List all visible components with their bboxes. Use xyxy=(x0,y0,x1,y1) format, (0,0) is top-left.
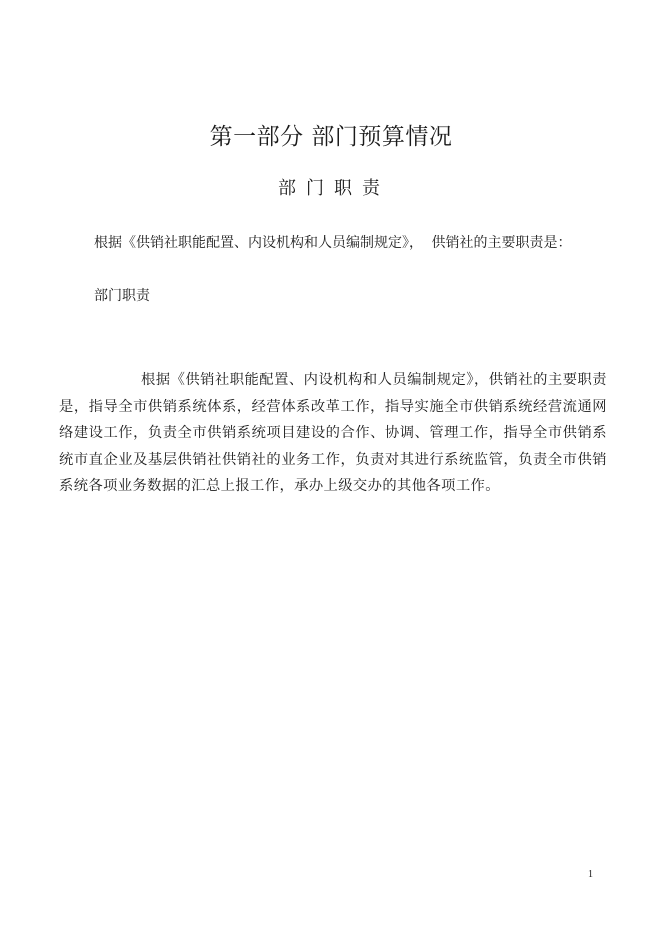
page-title: 第一部分 部门预算情况 xyxy=(209,124,453,150)
subheading: 部门职责 xyxy=(94,288,150,304)
duties-paragraph: 根据《供销社职能配置、内设机构和人员编制规定》，供销社的主要职责是，指导全市供销系统体系，经营体系改革工作，指导实施全市供销系统经营流通网络建设工作，负责全市供销系统项目建设的合作、协调、管理工作，指导全市供销系统市直企业及基层供销社供销社的业务工作，负责对其进行系统监管，负责全市供销系统各项业务数据的汇总上报工作，承办上级交办的其他各项工作。 xyxy=(59,372,607,494)
intro-paragraph: 根据《供销社职能配置、内设机构和人员编制规定》， 供销社的主要职责是： xyxy=(94,235,572,251)
page-number: 1 xyxy=(588,869,593,880)
section-title: 部门职责 xyxy=(278,178,390,199)
